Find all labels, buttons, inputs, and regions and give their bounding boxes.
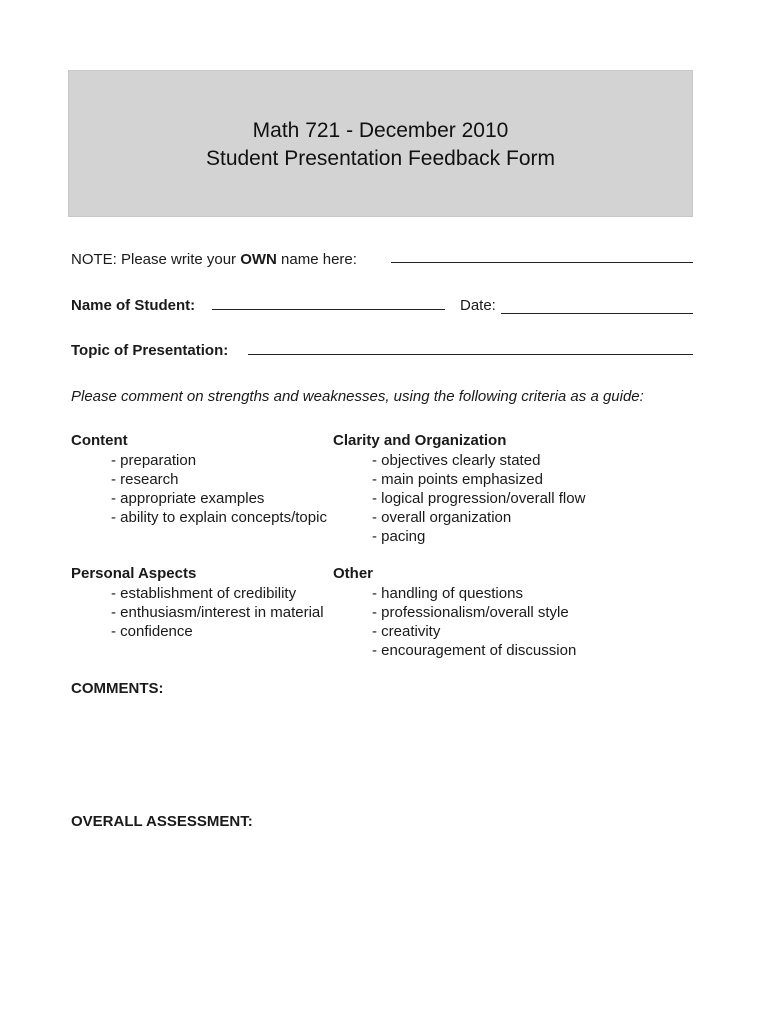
list-item: - logical progression/overall flow — [372, 490, 586, 507]
comments-label: COMMENTS: — [71, 680, 164, 697]
form-title-course: Math 721 - December 2010 — [252, 119, 509, 142]
content-criteria-title: Content — [71, 432, 128, 449]
personal-aspects-title: Personal Aspects — [71, 565, 197, 582]
list-item: - research — [111, 471, 179, 488]
date-line[interactable] — [501, 313, 693, 314]
overall-assessment-label: OVERALL ASSESSMENT: — [71, 813, 253, 830]
other-criteria-title: Other — [333, 565, 374, 582]
name-of-student-label: Name of Student: — [71, 297, 196, 314]
list-item: - objectives clearly stated — [372, 452, 541, 469]
list-item: - encouragement of discussion — [372, 642, 577, 659]
list-item: - handling of questions — [372, 585, 523, 602]
list-item: - professionalism/overall style — [372, 604, 569, 621]
student-name-line[interactable] — [212, 309, 445, 310]
other-criteria-list — [372, 584, 576, 660]
topic-label: Topic of Presentation: — [71, 342, 229, 359]
reviewer-name-line[interactable] — [391, 262, 693, 263]
list-item: - enthusiasm/interest in material — [111, 604, 324, 621]
comments-area[interactable] — [71, 702, 693, 802]
own-name-note: NOTE: Please write your OWN name here: — [71, 251, 357, 268]
instructions-text: Please comment on strengths and weaknesses, using the following criteria as a guide: — [71, 388, 644, 405]
list-item: - ability to explain concepts/topic — [111, 509, 327, 526]
own-emphasis: OWN — [240, 251, 277, 268]
form-title: Student Presentation Feedback Form — [205, 147, 556, 170]
list-item: - appropriate examples — [111, 490, 265, 507]
list-item: - pacing — [372, 528, 426, 545]
personal-aspects-list — [111, 584, 324, 641]
content-criteria-list — [111, 451, 327, 527]
list-item: - establishment of credibility — [111, 585, 297, 602]
list-item: - confidence — [111, 623, 193, 640]
list-item: - creativity — [372, 623, 441, 640]
list-item: - overall organization — [372, 509, 512, 526]
clarity-criteria-list — [372, 451, 585, 546]
topic-line[interactable] — [248, 354, 693, 355]
form-header — [68, 70, 693, 217]
date-label: Date: — [460, 297, 496, 314]
clarity-criteria-title: Clarity and Organization — [333, 432, 507, 449]
list-item: - preparation — [111, 452, 197, 469]
list-item: - main points emphasized — [372, 471, 543, 488]
overall-assessment-area[interactable] — [71, 835, 693, 985]
